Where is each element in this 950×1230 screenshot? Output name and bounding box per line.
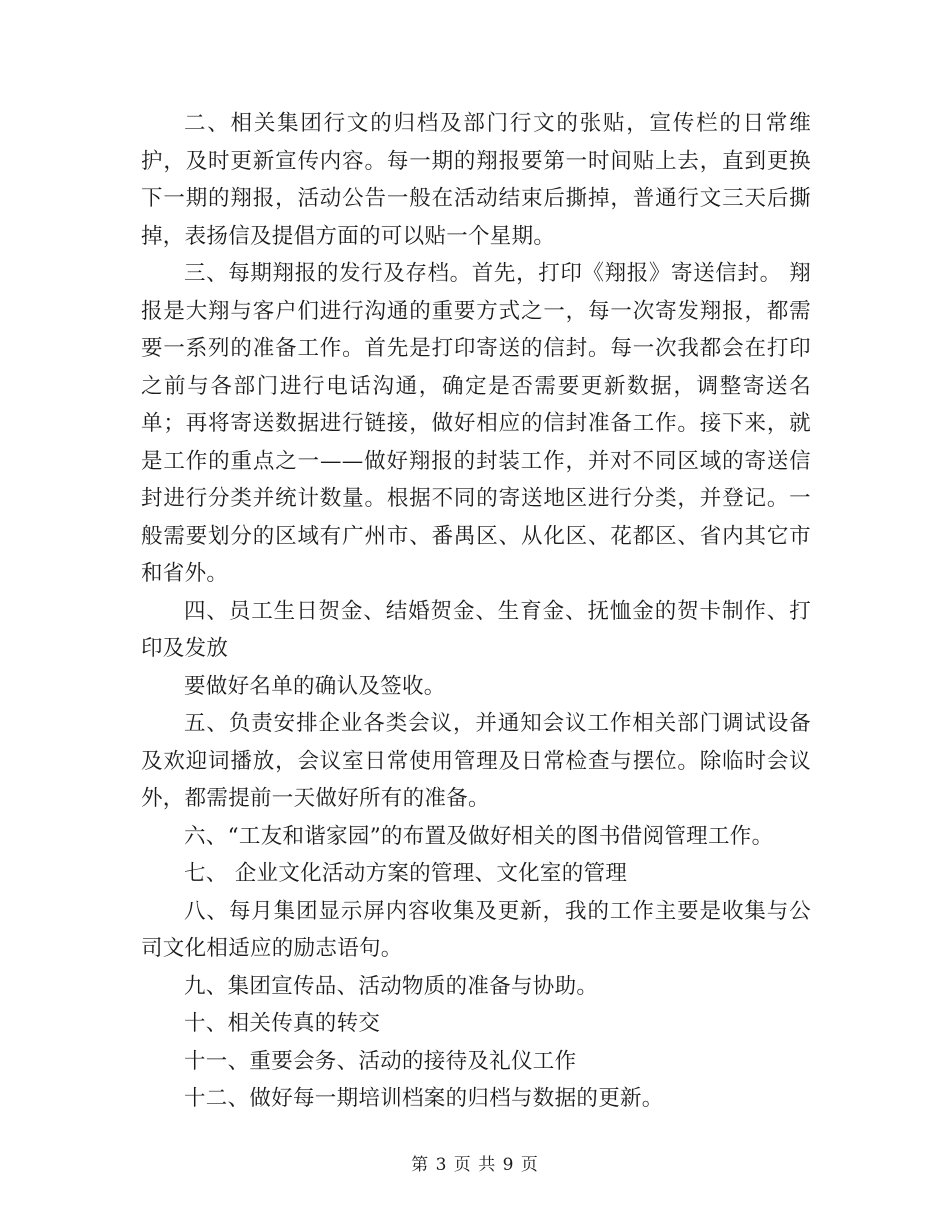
document-body xyxy=(141,105,811,1118)
paragraph-2: 二、相关集团行文的归档及部门行文的张贴，宣传栏的日常维护，及时更新宣传内容。每一期的翔报要第一时间贴上去，直到更换下一期的翔报，活动公告一般在活动结束后撕掉，普通行文三天后撕掉，表扬信及提倡方面的可以贴一个星期。 xyxy=(141,111,811,249)
paragraph-12: 十二、做好每一期培训档案的归档与数据的更新。 xyxy=(184,1086,664,1111)
paragraph-7: 七、 企业文化活动方案的管理、文化室的管理 xyxy=(184,861,628,886)
paragraph-6: 六、“工友和谐家园”的布置及做好相关的图书借阅管理工作。 xyxy=(184,823,774,849)
paragraph-9: 九、集团宣传品、活动物质的准备与协助。 xyxy=(184,973,599,999)
paragraph-4-continued: 要做好名单的确认及签收。 xyxy=(184,673,446,699)
paragraph-5: 五、负责安排企业各类会议，并通知会议工作相关部门调试设备及欢迎词播放，会议室日常使用管理及日常检查与摆位。除临时会议外，都需提前一天做好所有的准备。 xyxy=(141,711,811,811)
paragraph-10: 十、相关传真的转交 xyxy=(184,1011,381,1036)
paragraph-8: 八、每月集团显示屏内容收集及更新，我的工作主要是收集与公司文化相适应的励志语句。 xyxy=(141,898,811,961)
paragraph-3: 三、每期翔报的发行及存档。首先，打印《翔报》寄送信封。 翔报是大翔与客户们进行沟通的重要方式之一，每一次寄发翔报，都需要一系列的准备工作。首先是打印寄送的信封。每一次我都会在打印之前与各部门进行电话沟通，确定是否需要更新数据，调整寄送名单；再将寄送数据进行链接，做好相应的信封准备工作。接下来，就是工作的重点之一——做好翔报的封装工作，并对不同区域的寄送信封进行分类并统计数量。根据不同的寄送地区进行分类，并登记。一般需要划分的区域有广州市、番禺区、从化区、花都区、省内其它市和省外。 xyxy=(141,261,811,586)
page-number-footer: 第 3 页 共 9 页 xyxy=(411,1155,539,1175)
paragraph-4: 四、员工生日贺金、结婚贺金、生育金、抚恤金的贺卡制作、打印及发放 xyxy=(141,598,811,661)
paragraph-11: 十一、重要会务、活动的接待及礼仪工作 xyxy=(184,1048,577,1074)
